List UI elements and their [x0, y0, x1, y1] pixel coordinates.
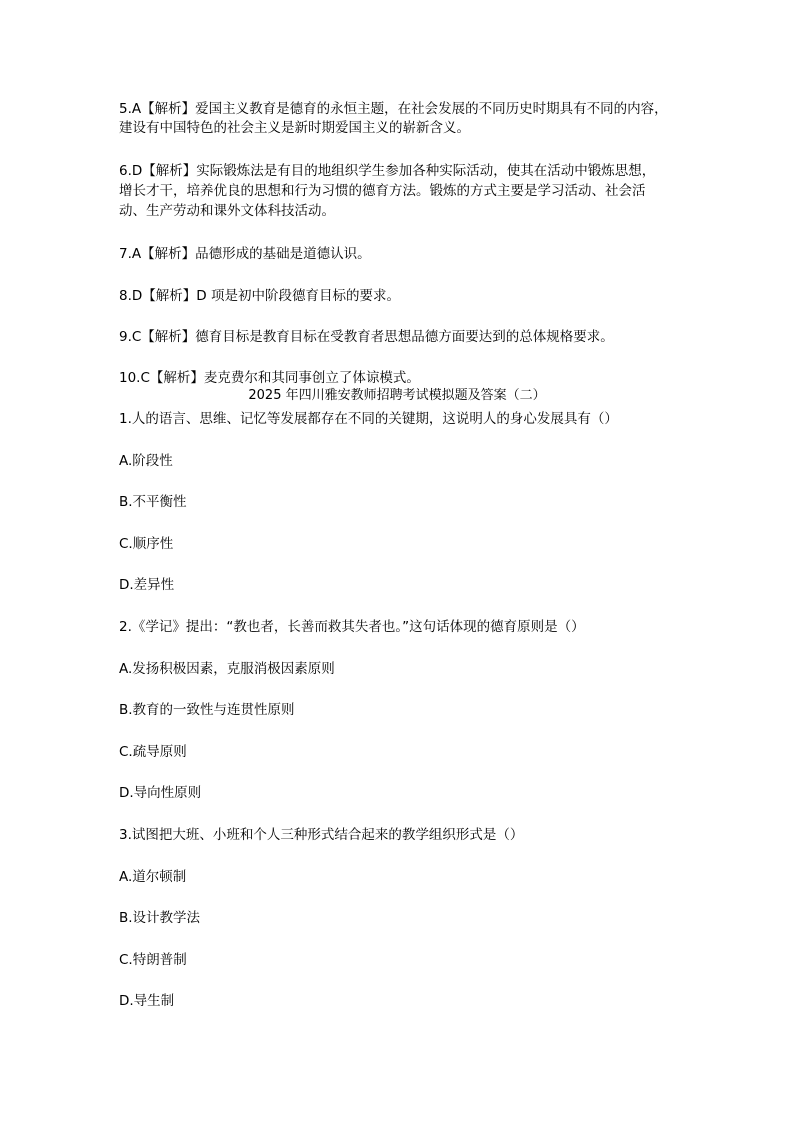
answer-8: 8.D【解析】D 项是初中阶段德育目标的要求。	[119, 288, 400, 304]
question-3-option-a: A.道尔顿制	[119, 869, 187, 885]
question-1-stem: 1.人的语言、思维、记忆等发展都存在不同的关键期，这说明人的身心发展具有（）	[119, 411, 618, 427]
question-1-option-c: C.顺序性	[119, 536, 174, 552]
question-3-option-b: B.设计教学法	[119, 910, 201, 926]
answer-10: 10.C【解析】麦克费尔和其同事创立了体谅模式。	[119, 370, 420, 386]
question-1-option-b: B.不平衡性	[119, 494, 187, 510]
section-title: 2025 年四川雅安教师招聘考试模拟题及答案（二）	[248, 388, 546, 403]
answer-7: 7.A【解析】品德形成的基础是道德认识。	[119, 246, 371, 262]
question-3-option-c: C.特朗普制	[119, 952, 187, 968]
question-2-option-d: D.导向性原则	[119, 785, 202, 801]
question-2-option-a: A.发扬积极因素，克服消极因素原则	[119, 661, 335, 677]
question-2-option-b: B.教育的一致性与连贯性原则	[119, 702, 295, 718]
question-1-option-d: D.差异性	[119, 577, 175, 593]
answer-6-line-1: 6.D【解析】实际锻炼法是有目的地组织学生参加各种实际活动，使其在活动中锻炼思想，	[119, 163, 656, 179]
question-2-stem: 2.《学记》提出：“教也者，长善而救其失者也。”这句话体现的德育原则是（）	[119, 619, 585, 635]
answer-5-line-1: 5.A【解析】爱国主义教育是德育的永恒主题，在社会发展的不同历史时期具有不同的内容，	[119, 101, 668, 117]
question-1-option-a: A.阶段性	[119, 453, 173, 469]
answer-6-line-2: 增长才干，培养优良的思想和行为习惯的德育方法。锻炼的方式主要是学习活动、社会活	[119, 183, 646, 199]
answer-5-line-2: 建设有中国特色的社会主义是新时期爱国主义的崭新含义。	[119, 120, 470, 136]
question-2-option-c: C.疏导原则	[119, 744, 187, 760]
question-3-stem: 3.试图把大班、小班和个人三种形式结合起来的教学组织形式是（）	[119, 827, 524, 843]
answer-6-line-3: 动、生产劳动和课外文体科技活动。	[119, 203, 335, 219]
question-3-option-d: D.导生制	[119, 993, 175, 1009]
answer-9: 9.C【解析】德育目标是教育目标在受教育者思想品德方面要达到的总体规格要求。	[119, 329, 614, 345]
